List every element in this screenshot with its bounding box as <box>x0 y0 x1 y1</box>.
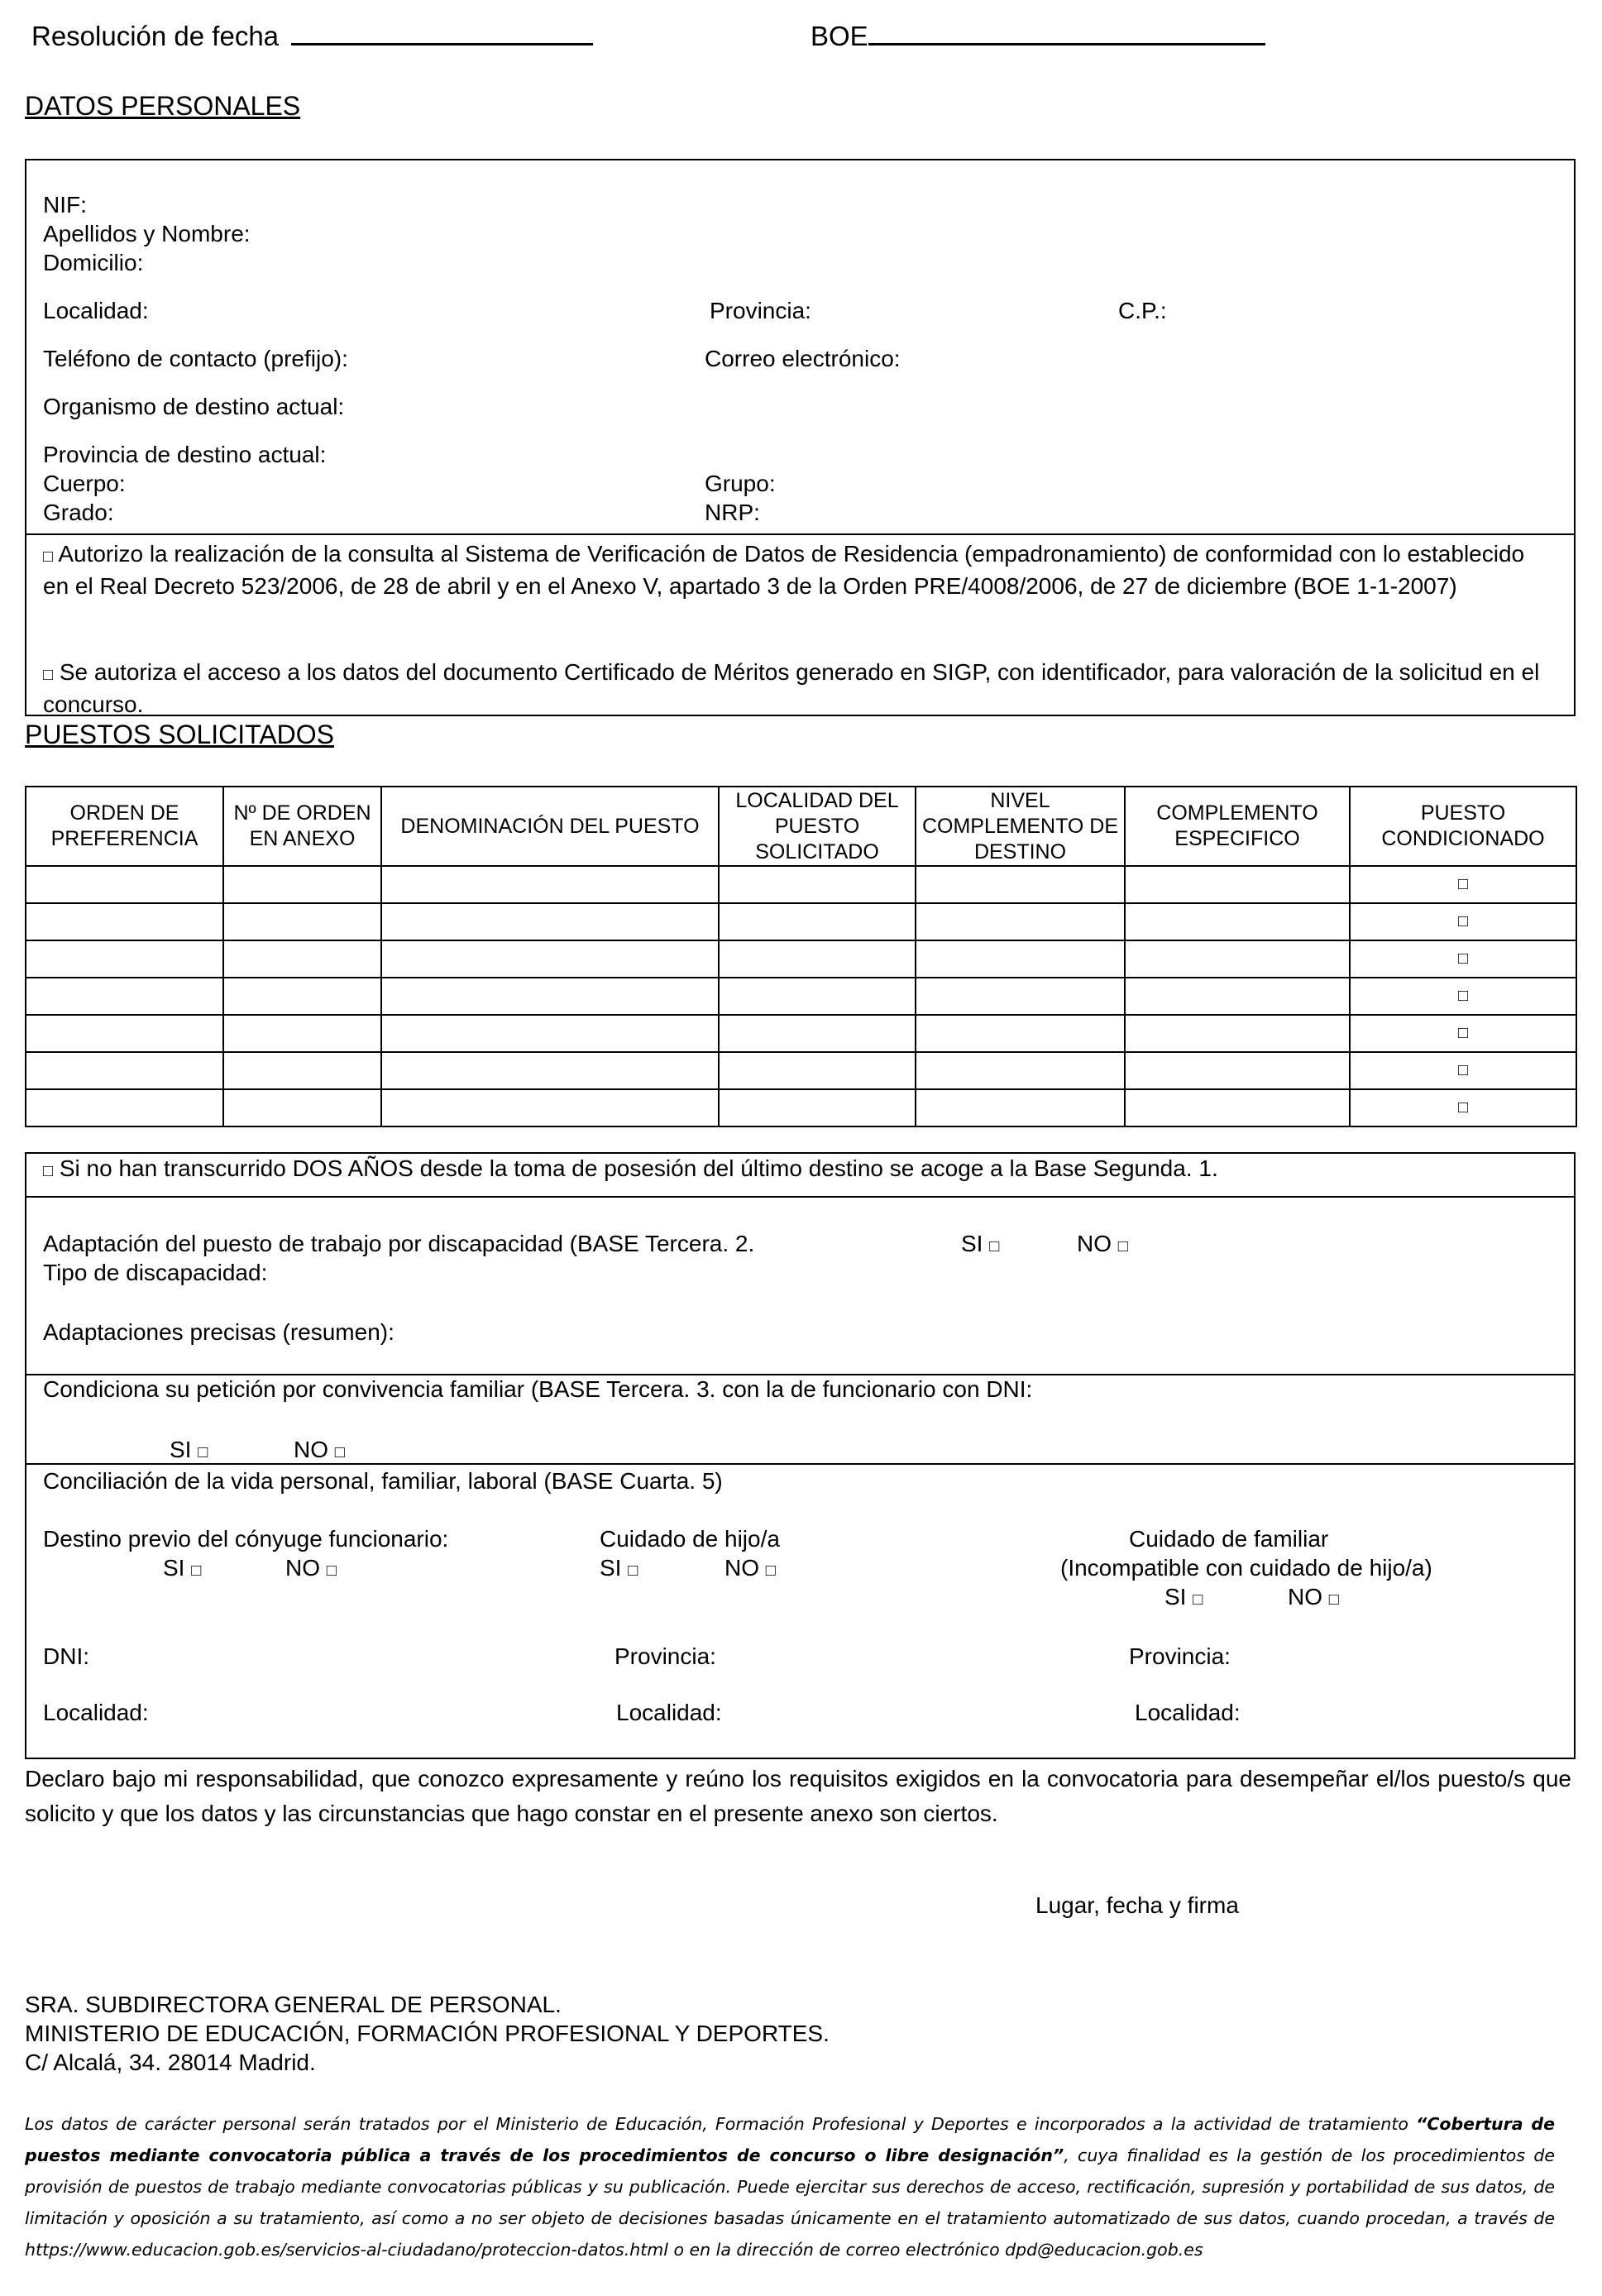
convivencia-divider <box>25 1463 1576 1465</box>
adaptacion-si-checkbox[interactable]: □ <box>989 1237 1000 1256</box>
resolucion-fecha-row <box>31 20 593 52</box>
organismo-label[interactable]: Organismo de destino actual: <box>43 394 345 419</box>
destino-conyuge-label: Destino previo del cónyuge funcionario: <box>43 1526 449 1552</box>
convivencia-no <box>294 1437 345 1463</box>
hijo-si <box>600 1555 638 1581</box>
incompatible-note: (Incompatible con cuidado de hijo/a) <box>1060 1555 1432 1581</box>
autorizo-sigp <box>43 658 1550 720</box>
table-cell[interactable] <box>26 1089 223 1126</box>
boe-field[interactable] <box>868 20 1265 45</box>
table-cell[interactable] <box>223 978 381 1015</box>
convivencia-si-checkbox[interactable]: □ <box>198 1443 208 1461</box>
correo-label[interactable]: Correo electrónico: <box>705 346 901 371</box>
conyuge-dni-label[interactable]: DNI: <box>43 1643 89 1669</box>
familiar-provincia-label[interactable]: Provincia: <box>1129 1643 1231 1669</box>
table-cell[interactable] <box>26 978 223 1015</box>
table-row <box>26 1052 1576 1089</box>
table-cell[interactable] <box>719 866 916 903</box>
conciliacion-title: Conciliación de la vida personal, familiar, laboral (BASE Cuarta. 5) <box>43 1468 723 1494</box>
hijo-no-label: NO <box>724 1555 759 1581</box>
puestos-table-body <box>26 866 1576 1126</box>
table-row <box>26 903 1576 940</box>
cuidado-familiar-label: Cuidado de familiar <box>1129 1526 1329 1552</box>
adaptacion-label: Adaptación del puesto de trabajo por discapacidad (BASE Tercera. 2. <box>43 1231 755 1256</box>
table-cell[interactable] <box>381 1089 719 1126</box>
domicilio-label[interactable]: Domicilio: <box>43 250 144 275</box>
footer-part1: Los datos de carácter personal serán tratados por el Ministerio de Educación, Formación Profesional y Deportes e incorporados a la actividad de tratamiento <box>25 2114 1417 2134</box>
resolucion-fecha-field[interactable] <box>291 20 593 45</box>
base-segunda-checkbox[interactable]: □ <box>43 1162 54 1180</box>
table-cell[interactable] <box>916 978 1125 1015</box>
provincia-destino-label[interactable]: Provincia de destino actual: <box>43 442 327 467</box>
table-cell[interactable] <box>1125 1089 1350 1126</box>
autorizo-text: Autorizo la realización de la consulta al Sistema de Verificación de Datos de Residencia (empadronamiento) de conformidad con lo establecido en el Real Decreto 523/2006, de 28 de abril y en el Anexo V, apartado 3 de la Orden PRE/4008/2006, de 27 de diciembre (BOE 1-1-2007) <box>43 541 1525 599</box>
col-orden-preferencia: ORDEN DE PREFERENCIA <box>26 787 223 866</box>
convivencia-no-label: NO <box>294 1437 328 1462</box>
table-cell[interactable] <box>26 903 223 940</box>
table-cell[interactable] <box>381 866 719 903</box>
conyuge-si-label: SI <box>163 1555 185 1581</box>
table-cell[interactable] <box>223 1052 381 1089</box>
boe-label: BOE <box>811 21 868 51</box>
col-localidad: LOCALIDAD DEL PUESTO SOLICITADO <box>719 787 916 866</box>
table-cell[interactable] <box>719 940 916 978</box>
table-cell[interactable] <box>916 903 1125 940</box>
apellidos-label[interactable]: Apellidos y Nombre: <box>43 221 251 246</box>
provincia-label[interactable]: Provincia: <box>710 298 811 323</box>
table-row <box>26 1015 1576 1052</box>
footer-part2: , cuya finalidad es la gestión de los procedimientos de provisión de puestos de trabajo mediante convocatorias públicas y su publicación. Puede ejercitar sus derechos de acceso, rectificación, supresión y portabilidad de sus datos, de limitación y oposición a su tratamiento, así como a no ser objeto de decisiones basadas únicamente en el tratamiento automatizado de sus datos, cuando procedan, a través de https://www.educacion.gob.es/servicios-al-ciudadano/proteccion-datos.html o en la dirección de correo electrónico dpd@educacion.gob.es <box>25 2145 1556 2260</box>
hijo-provincia-label[interactable]: Provincia: <box>614 1643 716 1669</box>
table-cell[interactable] <box>1125 940 1350 978</box>
table-cell[interactable] <box>1125 1015 1350 1052</box>
table-cell[interactable] <box>381 940 719 978</box>
base-segunda-row <box>43 1155 1218 1182</box>
convivencia-no-checkbox[interactable]: □ <box>334 1443 345 1461</box>
col-condicionado: PUESTO CONDICIONADO <box>1350 787 1576 866</box>
nrp-label[interactable]: NRP: <box>705 500 760 525</box>
nif-label[interactable]: NIF: <box>43 192 87 218</box>
convivencia-si-label: SI <box>170 1437 192 1462</box>
condicionado-checkbox[interactable]: □ <box>1457 875 1469 893</box>
col-denominacion: DENOMINACIÓN DEL PUESTO <box>381 787 719 866</box>
adaptacion-no-label: NO <box>1077 1231 1112 1256</box>
familiar-localidad-label[interactable]: Localidad: <box>1135 1700 1241 1725</box>
convivencia-si <box>170 1437 208 1463</box>
col-nivel: NIVEL COMPLEMENTO DE DESTINO <box>916 787 1125 866</box>
grado-label[interactable]: Grado: <box>43 500 114 525</box>
adaptacion-si <box>961 1231 999 1257</box>
table-row <box>26 978 1576 1015</box>
destinatario-line1: SRA. SUBDIRECTORA GENERAL DE PERSONAL. <box>25 1992 562 2017</box>
conyuge-si-checkbox[interactable]: □ <box>191 1562 202 1580</box>
lugar-fecha-firma: Lugar, fecha y firma <box>1035 1892 1239 1918</box>
condicionado-checkbox[interactable]: □ <box>1457 1098 1469 1117</box>
table-cell[interactable] <box>1350 940 1576 978</box>
table-cell[interactable] <box>916 1052 1125 1089</box>
table-cell[interactable] <box>916 866 1125 903</box>
cp-label[interactable]: C.P.: <box>1118 298 1167 323</box>
autorizo-residencia <box>43 539 1550 601</box>
table-cell[interactable] <box>916 940 1125 978</box>
table-row <box>26 866 1576 903</box>
hijo-si-label: SI <box>600 1555 622 1581</box>
table-cell[interactable] <box>223 866 381 903</box>
table-cell[interactable] <box>916 1015 1125 1052</box>
familiar-si <box>1164 1584 1203 1610</box>
table-cell[interactable] <box>1125 978 1350 1015</box>
table-cell[interactable] <box>381 978 719 1015</box>
autorizo-checkbox[interactable]: □ <box>43 548 54 566</box>
table-cell[interactable] <box>719 903 916 940</box>
table-cell[interactable] <box>223 1089 381 1126</box>
conyuge-no-label: NO <box>285 1555 320 1581</box>
col-complemento: COMPLEMENTO ESPECIFICO <box>1125 787 1350 866</box>
condicionado-checkbox[interactable]: □ <box>1457 949 1469 968</box>
sigp-text: Se autoriza el acceso a los datos del documento Certificado de Méritos generado en SIGP, con identificador, para valoración de la solicitud en el concurso. <box>43 659 1540 717</box>
familiar-si-checkbox[interactable]: □ <box>1193 1590 1203 1609</box>
table-cell[interactable] <box>223 940 381 978</box>
telefono-label[interactable]: Teléfono de contacto (prefijo): <box>43 346 348 371</box>
table-row <box>26 940 1576 978</box>
table-cell[interactable] <box>719 1052 916 1089</box>
datos-personales-box <box>25 159 1576 716</box>
table-cell[interactable] <box>719 1089 916 1126</box>
familiar-no-checkbox[interactable]: □ <box>1328 1590 1339 1609</box>
table-cell[interactable] <box>1350 1052 1576 1089</box>
table-cell[interactable] <box>381 1015 719 1052</box>
conyuge-no-checkbox[interactable]: □ <box>326 1562 337 1580</box>
table-cell[interactable] <box>26 940 223 978</box>
destinatario-line3: C/ Alcalá, 34. 28014 Madrid. <box>25 2050 316 2075</box>
puestos-title: PUESTOS SOLICITADOS <box>25 720 335 749</box>
table-cell[interactable] <box>26 866 223 903</box>
adaptacion-no <box>1077 1231 1128 1257</box>
adaptacion-si-label: SI <box>961 1231 983 1256</box>
condicionado-checkbox[interactable]: □ <box>1457 1024 1469 1042</box>
table-cell[interactable] <box>223 1015 381 1052</box>
datos-personales-divider <box>25 533 1576 535</box>
table-cell[interactable] <box>381 903 719 940</box>
declaracion-text: Declaro bajo mi responsabilidad, que conozco expresamente y reúno los requisitos exigidos en la convocatoria para desempeñar el/los puesto/s que solicito y que los datos y las circunstancias que hago constar en el presente anexo son ciertos. <box>25 1766 1571 1826</box>
destinatario-line2: MINISTERIO DE EDUCACIÓN, FORMACIÓN PROFESIONAL Y DEPORTES. <box>25 2021 830 2046</box>
table-cell[interactable] <box>719 978 916 1015</box>
table-cell[interactable] <box>381 1052 719 1089</box>
hijo-no-checkbox[interactable]: □ <box>765 1562 776 1580</box>
table-cell[interactable] <box>916 1089 1125 1126</box>
condicionado-checkbox[interactable]: □ <box>1457 1061 1469 1079</box>
resolucion-label: Resolución de fecha <box>31 21 280 51</box>
grupo-label[interactable]: Grupo: <box>705 471 776 496</box>
table-cell[interactable] <box>223 903 381 940</box>
cuidado-hijo-label: Cuidado de hijo/a <box>600 1526 780 1552</box>
table-row <box>26 1089 1576 1126</box>
discapacidad-divider <box>25 1374 1576 1375</box>
hijo-si-checkbox[interactable]: □ <box>628 1562 638 1580</box>
hijo-no <box>724 1555 776 1581</box>
familiar-no <box>1288 1584 1339 1610</box>
table-cell[interactable] <box>26 1052 223 1089</box>
cuerpo-label[interactable]: Cuerpo: <box>43 471 126 496</box>
table-cell[interactable] <box>26 1015 223 1052</box>
conyuge-no <box>285 1555 337 1581</box>
table-cell[interactable] <box>1350 1089 1576 1126</box>
table-cell[interactable] <box>1350 1015 1576 1052</box>
hijo-localidad-label[interactable]: Localidad: <box>616 1700 722 1725</box>
adaptacion-no-checkbox[interactable]: □ <box>1117 1237 1128 1256</box>
base-segunda-text: Si no han transcurrido DOS AÑOS desde la toma de posesión del último destino se acoge a la Base Segunda. 1. <box>59 1155 1218 1181</box>
puestos-table <box>25 786 1577 1127</box>
table-cell[interactable] <box>1350 903 1576 940</box>
conyuge-localidad-label[interactable]: Localidad: <box>43 1700 149 1725</box>
table-cell[interactable] <box>1350 866 1576 903</box>
condicionado-checkbox[interactable]: □ <box>1457 987 1469 1005</box>
localidad-label[interactable]: Localidad: <box>43 298 149 323</box>
familiar-no-label: NO <box>1288 1584 1322 1610</box>
table-cell[interactable] <box>1125 903 1350 940</box>
table-cell[interactable] <box>719 1015 916 1052</box>
proteccion-datos-notice <box>25 2108 1555 2265</box>
table-header-row <box>26 787 1576 866</box>
col-numero-orden: Nº DE ORDEN EN ANEXO <box>223 787 381 866</box>
boe-row <box>811 20 1265 52</box>
conyuge-si <box>163 1555 201 1581</box>
familiar-si-label: SI <box>1164 1584 1187 1610</box>
table-cell[interactable] <box>1125 866 1350 903</box>
table-cell[interactable] <box>1125 1052 1350 1089</box>
adaptaciones-label[interactable]: Adaptaciones precisas (resumen): <box>43 1319 395 1345</box>
tipo-discapacidad-label[interactable]: Tipo de discapacidad: <box>43 1260 268 1285</box>
table-cell[interactable] <box>1350 978 1576 1015</box>
sigp-checkbox[interactable]: □ <box>43 666 54 684</box>
condicionado-checkbox[interactable]: □ <box>1457 912 1469 930</box>
footer-bold: “Cobertura de puestos mediante convocatoria pública a través de los procedimientos de concurso o libre designación” <box>25 2114 1555 2165</box>
convivencia-label[interactable]: Condiciona su petición por convivencia familiar (BASE Tercera. 3. con la de funcionario con DNI: <box>43 1376 1033 1402</box>
datos-personales-title: DATOS PERSONALES <box>25 91 301 121</box>
